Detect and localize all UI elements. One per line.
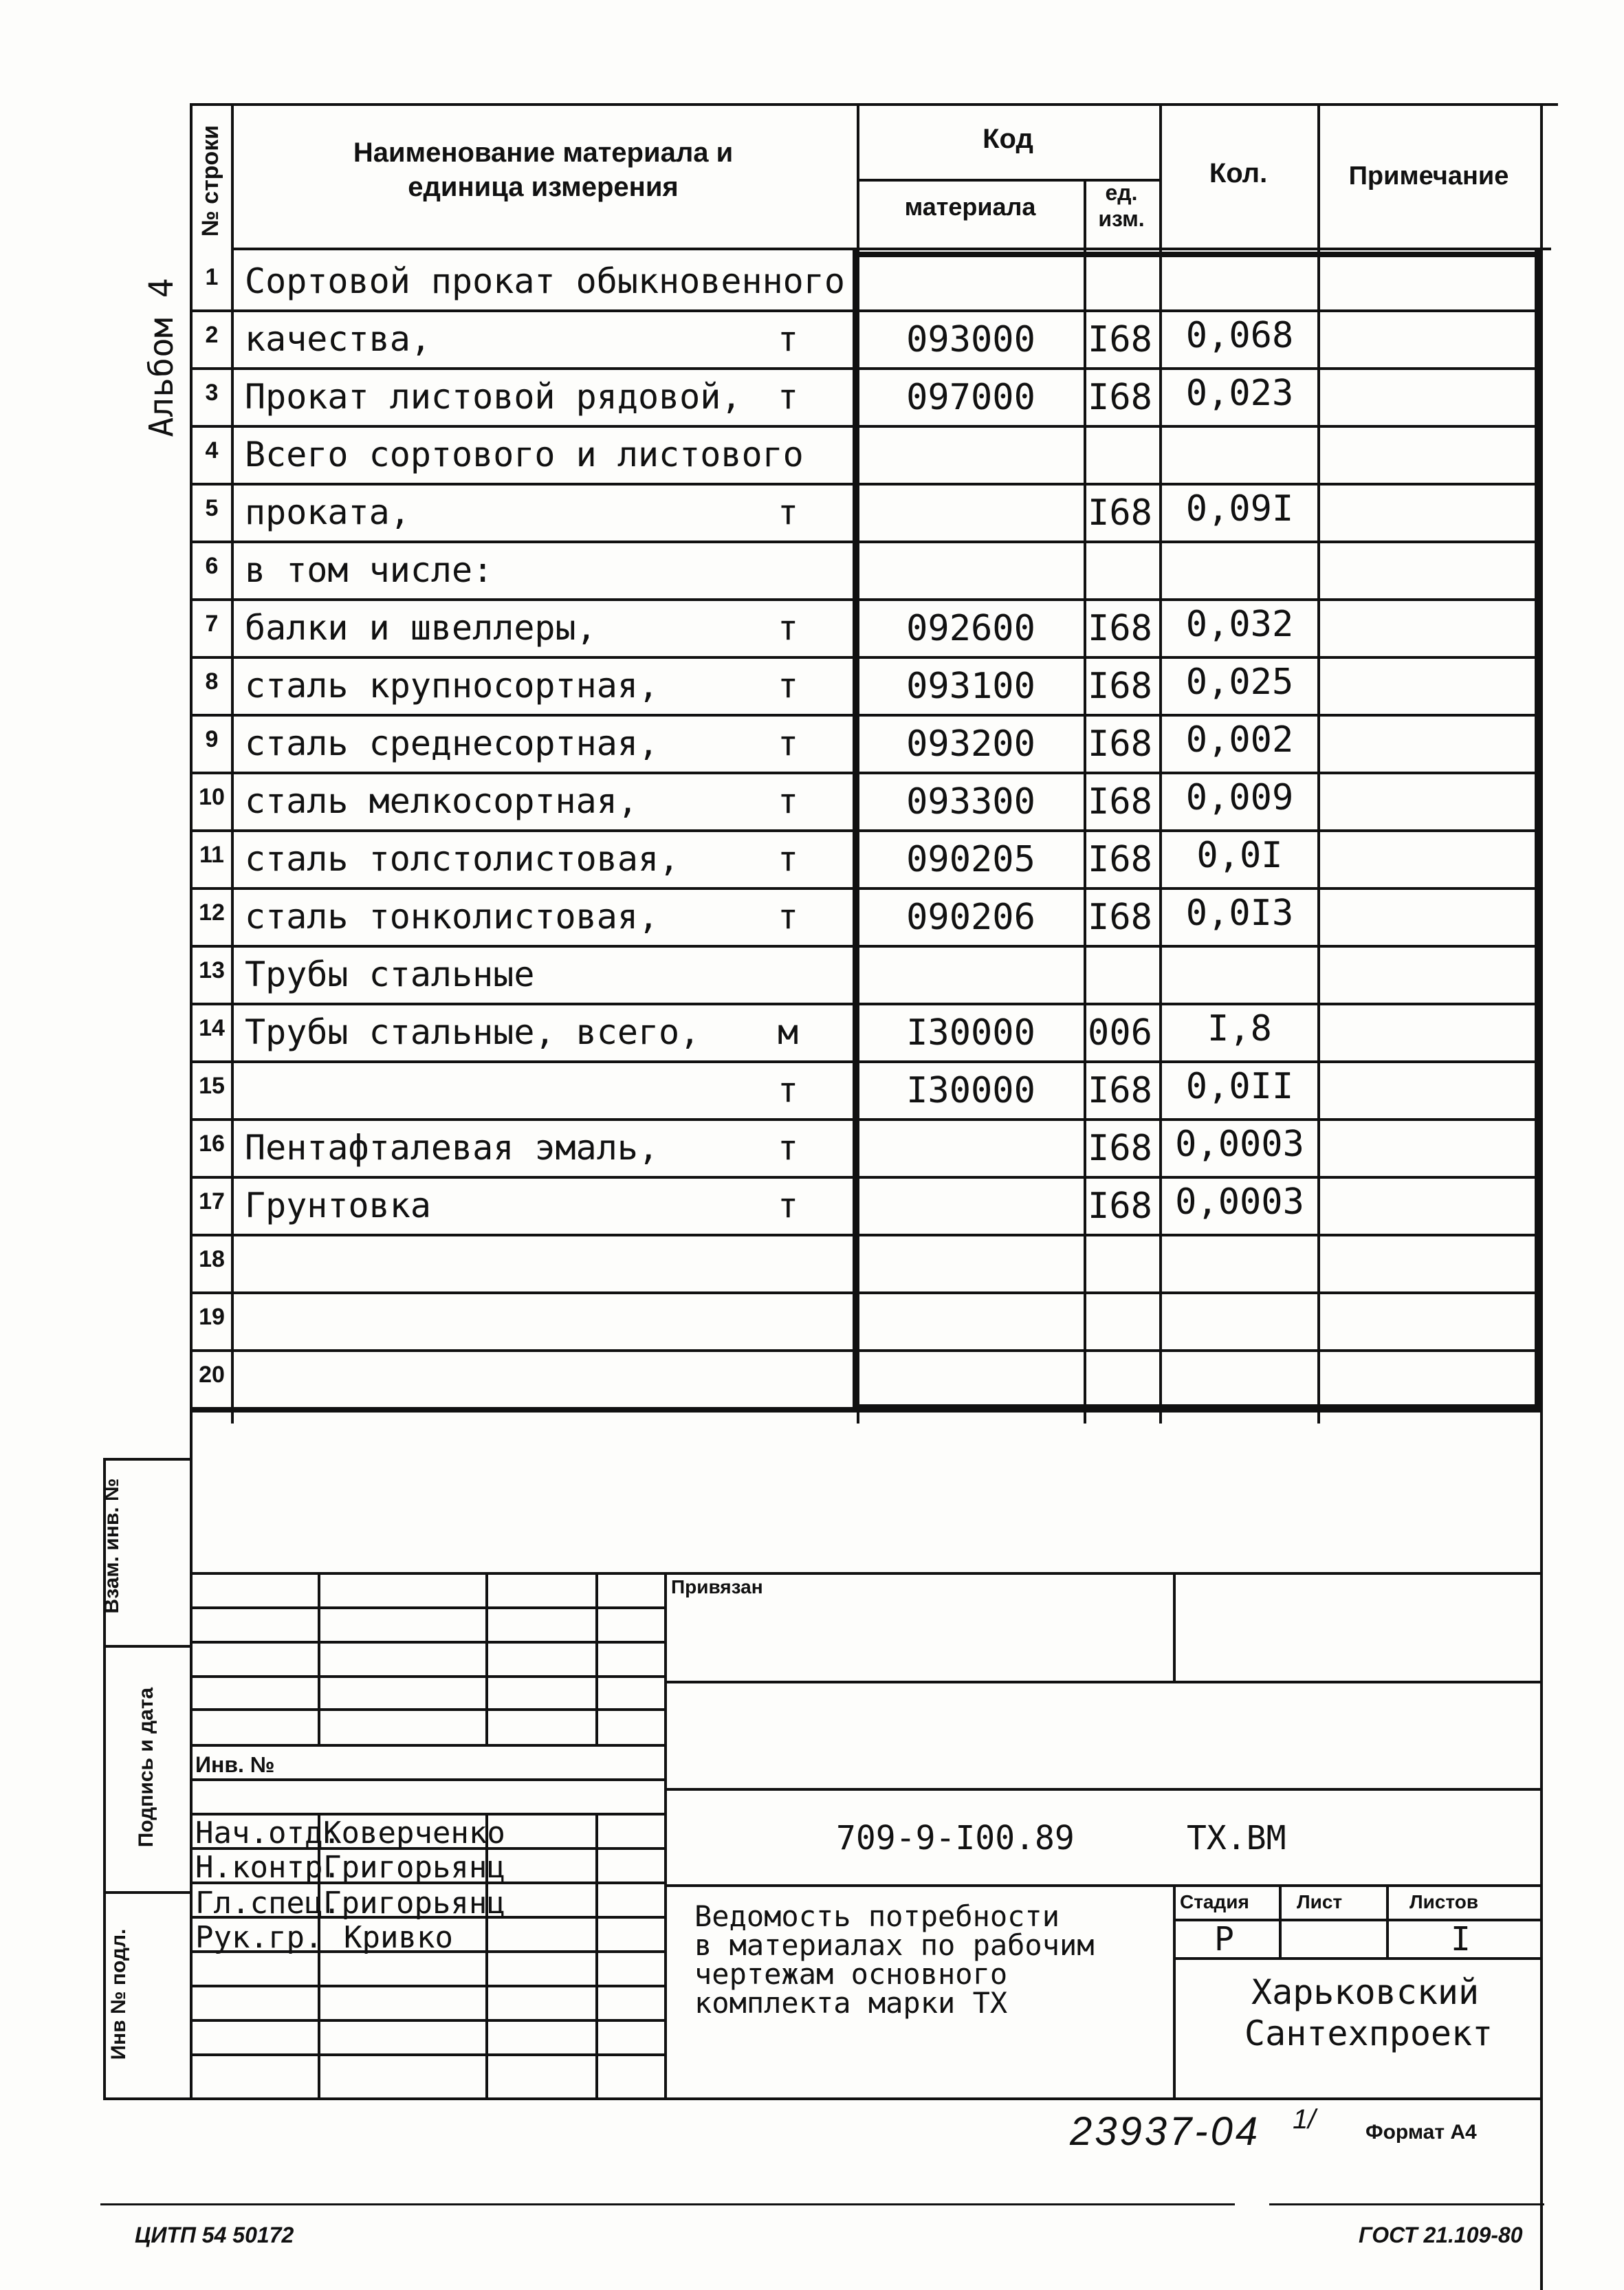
row-unit: т bbox=[777, 897, 799, 937]
row-qty: 0,0I bbox=[1196, 835, 1283, 876]
row-code: 097000 bbox=[906, 377, 1035, 418]
row-name: проката, bbox=[245, 492, 410, 532]
header-row-no: № строки bbox=[197, 124, 223, 237]
row-measure: I68 bbox=[1088, 781, 1152, 822]
row-name: Трубы стальные bbox=[245, 955, 535, 994]
row-measure: I68 bbox=[1088, 1186, 1152, 1227]
row-qty: 0,0003 bbox=[1175, 1181, 1304, 1223]
row-number: 1 bbox=[205, 264, 219, 290]
doc-code: 709-9-I00.89 bbox=[836, 1819, 1075, 1857]
row-number: 12 bbox=[199, 899, 225, 926]
row-divider bbox=[190, 829, 1540, 832]
row-unit: т bbox=[777, 781, 799, 821]
row-name: сталь толстолистовая, bbox=[245, 839, 680, 879]
format-label: Формат А4 bbox=[1365, 2121, 1477, 2144]
row-number: 3 bbox=[205, 380, 219, 406]
row-code: 092600 bbox=[906, 608, 1035, 649]
footer-left: ЦИТП 54 50172 bbox=[135, 2223, 294, 2247]
row-number: 18 bbox=[199, 1246, 225, 1272]
row-divider bbox=[190, 714, 1540, 717]
header-code-unit-2: изм. bbox=[1098, 206, 1145, 231]
row-name: сталь тонколистовая, bbox=[245, 897, 659, 937]
row-measure: I68 bbox=[1088, 492, 1152, 534]
row-divider bbox=[190, 1176, 1540, 1179]
row-code: 093200 bbox=[906, 723, 1035, 765]
sheet-label: Лист bbox=[1297, 1891, 1343, 1912]
row-qty: 0,0I3 bbox=[1185, 893, 1294, 934]
header-name-line2: единица измерения bbox=[408, 172, 679, 202]
staff-name: Григорьянц bbox=[323, 1850, 505, 1885]
row-name: качества, bbox=[245, 319, 431, 359]
side-vzam-inv: Взам. инв. № bbox=[100, 1478, 123, 1614]
header-code-material: материала bbox=[904, 193, 1036, 221]
row-divider bbox=[190, 945, 1540, 948]
staff-role: Н.контр. bbox=[195, 1850, 341, 1885]
row-unit: т bbox=[777, 1186, 799, 1225]
row-unit: т bbox=[777, 377, 799, 417]
row-qty: 0,068 bbox=[1185, 315, 1294, 356]
side-inv-podl: Инв № подл. bbox=[107, 1928, 130, 2060]
row-code: 090206 bbox=[906, 897, 1035, 938]
row-divider bbox=[190, 656, 1540, 659]
row-divider bbox=[190, 1234, 1540, 1236]
row-unit: т bbox=[777, 608, 799, 648]
row-number: 7 bbox=[205, 611, 219, 637]
row-number: 17 bbox=[199, 1188, 225, 1214]
row-qty: 0,025 bbox=[1185, 662, 1294, 703]
row-divider bbox=[190, 367, 1540, 370]
album-label: Альбом 4 bbox=[142, 278, 181, 437]
sheets-label: Листов bbox=[1409, 1891, 1479, 1912]
row-code: 093300 bbox=[906, 781, 1035, 822]
row-measure: I68 bbox=[1088, 1128, 1152, 1169]
row-number: 16 bbox=[199, 1131, 225, 1157]
privyazan-label: Привязан bbox=[671, 1576, 763, 1597]
document-title-line: Ведомость потребности bbox=[694, 1899, 1060, 1933]
row-code: 093100 bbox=[906, 666, 1035, 707]
row-unit: т bbox=[777, 839, 799, 879]
row-name: Пентафталевая эмаль, bbox=[245, 1128, 659, 1168]
row-divider bbox=[190, 887, 1540, 890]
row-measure: I68 bbox=[1088, 319, 1152, 360]
row-number: 13 bbox=[199, 957, 225, 983]
row-name: Трубы стальные, всего, bbox=[245, 1012, 701, 1052]
row-qty: 0,032 bbox=[1185, 604, 1294, 645]
row-divider bbox=[190, 1291, 1540, 1294]
row-measure: I68 bbox=[1088, 666, 1152, 707]
row-code: I30000 bbox=[906, 1012, 1035, 1054]
header-code: Код bbox=[983, 124, 1033, 154]
row-qty: 0,0II bbox=[1185, 1066, 1294, 1107]
org-name-1: Харьковский bbox=[1251, 1972, 1480, 2012]
row-divider bbox=[190, 483, 1540, 486]
row-divider bbox=[190, 541, 1540, 543]
document-title-line: комплекта марки ТХ bbox=[694, 1986, 1008, 2020]
row-number: 15 bbox=[199, 1073, 225, 1099]
row-number: 2 bbox=[205, 322, 219, 348]
staff-name: Коверченко bbox=[323, 1815, 505, 1851]
staff-role: Рук.гр. bbox=[195, 1920, 323, 1955]
row-qty: 0,0003 bbox=[1175, 1124, 1304, 1165]
row-name: Сортовой прокат обыкновенного bbox=[245, 261, 845, 301]
row-unit: т bbox=[777, 723, 799, 763]
row-unit: т bbox=[777, 1128, 799, 1168]
row-divider bbox=[190, 1003, 1540, 1005]
row-number: 5 bbox=[205, 495, 219, 521]
row-number: 19 bbox=[199, 1304, 225, 1330]
document-title-line: чертежам основного bbox=[694, 1957, 1008, 1991]
side-podpis-data: Подпись и дата bbox=[135, 1687, 157, 1848]
row-qty: 0,023 bbox=[1185, 373, 1294, 414]
row-number: 11 bbox=[199, 842, 224, 868]
org-name-2: Сантехпроект bbox=[1244, 2014, 1493, 2053]
row-qty: 0,002 bbox=[1185, 719, 1294, 761]
row-code: I30000 bbox=[906, 1070, 1035, 1111]
row-qty: 0,09I bbox=[1185, 488, 1294, 530]
row-name: сталь среднесортная, bbox=[245, 723, 659, 763]
row-unit: т bbox=[777, 319, 799, 359]
row-measure: I68 bbox=[1088, 377, 1152, 418]
stage-value: Р bbox=[1214, 1920, 1234, 1959]
row-unit: т bbox=[777, 666, 799, 706]
row-divider bbox=[190, 425, 1540, 428]
row-name: Всего сортового и листового bbox=[245, 435, 804, 475]
staff-role: Нач.отд. bbox=[195, 1815, 341, 1851]
row-divider bbox=[190, 1060, 1540, 1063]
sheets-value: I bbox=[1451, 1920, 1471, 1959]
staff-role: Гл.спец. bbox=[195, 1886, 341, 1921]
stage-label: Стадия bbox=[1180, 1891, 1249, 1912]
row-name: балки и швеллеры, bbox=[245, 608, 597, 648]
staff-name: Кривко bbox=[344, 1920, 453, 1955]
row-number: 14 bbox=[199, 1015, 225, 1041]
row-divider bbox=[190, 598, 1540, 601]
row-number: 10 bbox=[199, 784, 225, 810]
row-name: сталь мелкосортная, bbox=[245, 781, 638, 821]
row-measure: 006 bbox=[1088, 1012, 1152, 1054]
row-code: 090205 bbox=[906, 839, 1035, 880]
document-title-line: в материалах по рабочим bbox=[694, 1928, 1095, 1962]
archive-suffix: 1/ bbox=[1293, 2104, 1316, 2135]
staff-name: Григорьянц bbox=[323, 1886, 505, 1921]
row-divider bbox=[190, 1349, 1540, 1352]
row-name: Прокат листовой рядовой, bbox=[245, 377, 742, 417]
row-name: в том числе: bbox=[245, 550, 494, 590]
row-measure: I68 bbox=[1088, 839, 1152, 880]
header-code-unit-1: ед. bbox=[1105, 180, 1138, 205]
row-measure: I68 bbox=[1088, 1070, 1152, 1111]
row-number: 6 bbox=[205, 553, 219, 579]
row-unit: т bbox=[777, 492, 799, 532]
row-divider bbox=[190, 1118, 1540, 1121]
doc-mark: ТХ.ВМ bbox=[1187, 1819, 1286, 1857]
footer-right: ГОСТ 21.109-80 bbox=[1359, 2223, 1523, 2247]
row-divider bbox=[190, 309, 1540, 312]
row-divider bbox=[190, 772, 1540, 774]
header-qty: Кол. bbox=[1209, 158, 1268, 188]
row-name: сталь крупносортная, bbox=[245, 666, 659, 706]
row-number: 8 bbox=[205, 668, 219, 695]
row-unit: т bbox=[777, 1070, 799, 1110]
row-name: Грунтовка bbox=[245, 1186, 431, 1225]
row-measure: I68 bbox=[1088, 608, 1152, 649]
row-number: 20 bbox=[199, 1362, 225, 1388]
header-note: Примечание bbox=[1348, 162, 1509, 190]
row-number: 4 bbox=[205, 437, 219, 464]
inv-no-label: Инв. № bbox=[195, 1752, 275, 1777]
row-number: 9 bbox=[205, 726, 219, 752]
row-code: 093000 bbox=[906, 319, 1035, 360]
row-unit: м bbox=[777, 1012, 799, 1052]
header-name-line1: Наименование материала и bbox=[353, 138, 734, 168]
row-qty: I,8 bbox=[1207, 1008, 1272, 1049]
row-measure: I68 bbox=[1088, 723, 1152, 765]
archive-number: 23937-04 bbox=[1070, 2109, 1261, 2154]
row-measure: I68 bbox=[1088, 897, 1152, 938]
row-qty: 0,009 bbox=[1185, 777, 1294, 818]
